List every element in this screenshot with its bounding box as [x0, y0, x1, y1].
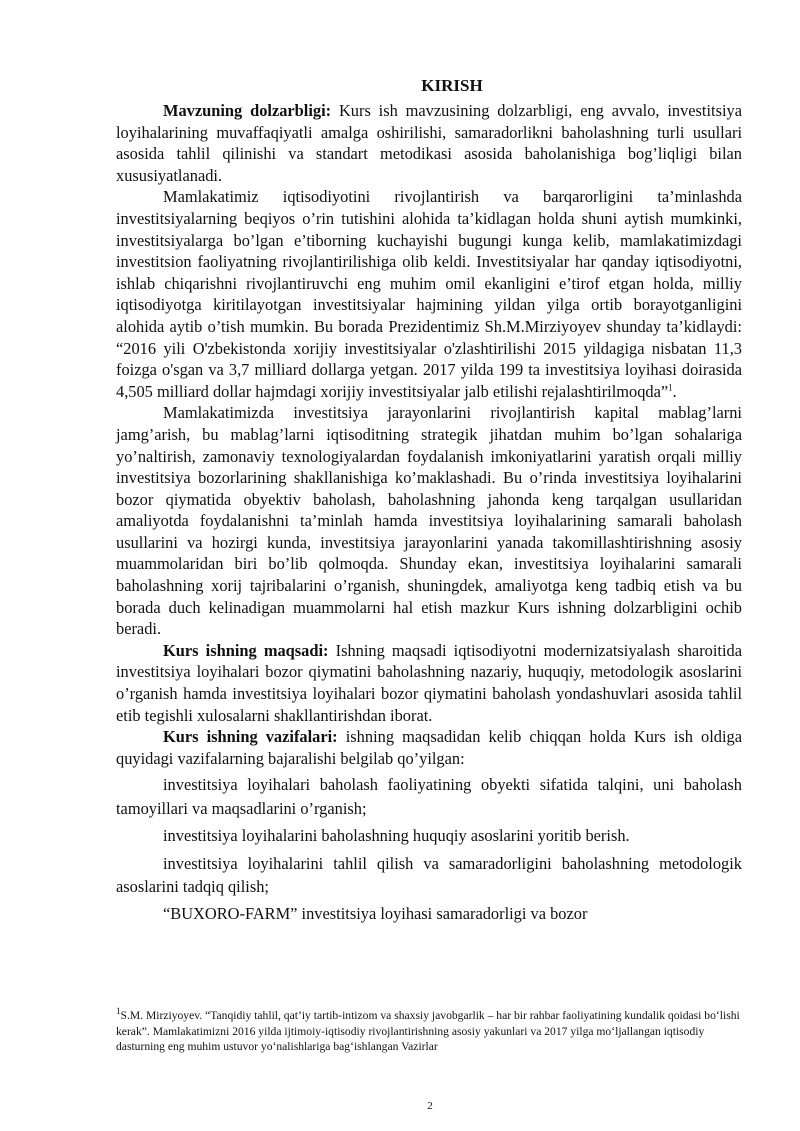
- task-bullet: [116, 773, 742, 820]
- paragraph-relevance: [116, 100, 742, 186]
- section-heading: KIRISH: [421, 76, 483, 95]
- investment-context-text: Mamlakatimiz iqtisodiyotini rivojlantirish va barqarorligini ta’minlashda investitsiyalarning beqiyos o’rin tutishini alohida ta’kidlagan holda shuni aytish mumkinki, investitsiyalarga bo’lgan e’tiborning kuchayishi bugungi kunga kelib, mamlakatimizdagi investitsion faoliyatning rivojlantirilishiga olib keldi. Investitsiyalar har qanday iqtisodiyotni, ishlab chiqarishni rivojlantiruvchi eng muhim omil ekanligini e’tirof etgan holda, milliy iqtisodiyotga kiritilayotgan investitsiyalar hajmining yildan yilga ortib borayotganligini alohida aytib o’tish mumkin. Bu borada Prezidentimiz Sh.M.Mirziyoyev shunday ta’kidlaydi: “2016 yili O'zbekistonda xorijiy investitsiyalar o'zlashtirilishi 2015 yildagiga nisbatan 11,3 foizga o'sgan va 3,7 milliard dollarga yetgan. 2017 yilda 199 ta investitsiya loyihasi doirasida 4,505 milliard dollar hajmdagi xorijiy investitsiyalar jalb etilishi rejalashtirilmoqda”: [116, 187, 742, 401]
- footnote-mark: 1: [116, 1006, 121, 1017]
- footnote: [116, 1008, 742, 1055]
- investment-processes-text: Mamlakatimizda investitsiya jarayonlarini rivojlantirish kapital mablag’larni jamg’arish, bu mablag’larni iqtisoditning strategik jihatdan muhim bo’lgan sohalariga yo’naltirish, zamonaviy texnologiyalardan foydalanish imkoniyatlarini yaratish orqali milliy investitsiya bozorlarining shakllanishiga ko’maklashadi. Bu o’rinda investitsiya loyihalarini bozor qiymatida obyektiv baholash, baholashning jahonda keng tarqalgan usullaridan amaliyotda foydalanishni ta’minlah hamda investitsiya loyihalarining samarali baholash usullarini va hozirgi kunda, investitsiya jarayonlarini yanada takomillashtirishning asosiy muammolaridan biri bo’lib qolmoqda. Shunday ekan, investitsiya loyihalarini samarali baholashning xorij tajribalarini o’rganish, shuningdek, amaliyotga keng tadbiq etish va bu borada duch kelinadigan muammolarni hal etish mazkur Kurs ishning dolzarbligini ochib beradi.: [116, 403, 742, 639]
- paragraph-goal: [116, 640, 742, 726]
- footnote-reference[interactable]: 1: [668, 382, 673, 393]
- relevance-label: Mavzuning dolzarbligi:: [163, 101, 332, 120]
- task-bullet: [116, 852, 742, 899]
- investment-context-end: .: [672, 381, 677, 401]
- task-bullet-text: investitsiya loyihalarini tahlil qilish va samaradorligini baholashning metodologik asoslarini tadqiq qilish;: [116, 853, 742, 897]
- body-text: [116, 100, 742, 926]
- relevance-text: Kurs ish mavzusining dolzarbligi, eng avvalo, investitsiya loyihalarining muvaffaqiyatli amalga oshirilishi, samaradorlikni baholashning turli usullari asosida tahlil qilinishi va standart metodikasi asosida baholanishiga bog’liqligi bilan xususiyatlanadi.: [116, 101, 742, 185]
- task-bullet-text: investitsiya loyihalarini baholashning huquqiy asoslarini yoritib berish.: [163, 826, 630, 846]
- goal-label: Kurs ishning maqsadi:: [163, 640, 329, 660]
- paragraph-investment-processes: [116, 402, 742, 640]
- task-bullet: [116, 902, 742, 925]
- footnote-text: S.M. Mirziyoyev. “Tanqidiy tahlil, qat’iy tartib-intizom va shaxsiy javobgarlik – har bir rahbar faoliyatining kundalik qoidasi bo‘lishi kerak”. Mamlakatimizni 2016 yilda ijtimoiy-iqtisodiy rivojlantirishning asosiy yakunlari va 2017 yilga mo‘ljallangan iqtisodiy dasturning eng muhim ustuvor yo‘nalishlariga bag‘ishlangan Vazirlar: [116, 1009, 740, 1054]
- page-number: 2: [427, 1100, 433, 1112]
- paragraph-investment-context: [116, 186, 742, 402]
- task-bullet-text: “BUXORO-FARM” investitsiya loyihasi samaradorligi va bozor: [163, 904, 588, 924]
- tasks-label: Kurs ishning vazifalari:: [163, 727, 338, 747]
- footnote-divider: [116, 1002, 316, 1003]
- task-bullet: [116, 824, 742, 847]
- footnote-text-block: [116, 1008, 742, 1055]
- goal-text: Ishning maqsadi iqtisodiyotni modernizatsiyalash sharoitida investitsiya loyihalari bozor qiymatini baholashning nazariy, huquqiy, metodologik asoslarini o’rganish hamda investitsiya loyihalari bozor qiymatini baholash yondashuvlari asosida tahlil etib tegishli xulosalarni shakllantirishdan iborat.: [116, 640, 742, 725]
- paragraph-tasks: [116, 726, 742, 769]
- tasks-text: ishning maqsadidan kelib chiqqan holda Kurs ish oldiga quyidagi vazifalarning bajaralishi belgilab qo’yilgan:: [116, 727, 743, 768]
- task-bullet-text: investitsiya loyihalari baholash faoliyatining obyekti sifatida talqini, uni baholash tamoyillari va maqsadlarini o’rganish;: [116, 775, 742, 818]
